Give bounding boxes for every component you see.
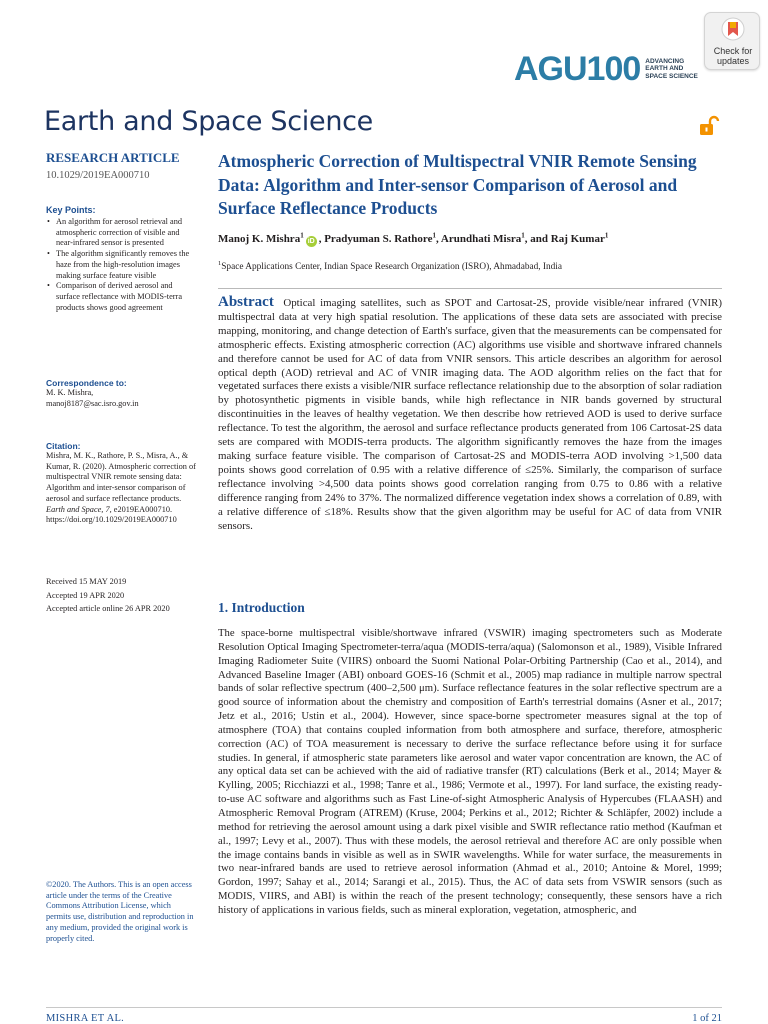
author: Pradyuman S. Rathore$^1$, xyxy=(324,231,441,245)
introduction-text: The space-borne multispectral visible/shortwave infrared (VSWIR) imaging spectrometers such as Moderate Resolution Optical Imaging Spectrometer-terra/aqua (MODIS-terra/aqua) (Salomonson et al., 1989), Visible Infrared Imaging Radiometer Suite (VIIRS) onboard the Suomi National Polar-Orbiting Partnership (Cao et al., 2014), and Advanced Baseline Imager (ABI) onboard GOES-16 (Schmit et al., 2005) map radiance in multiple narrow spectral bands of solar reflective spectrum (400–2,500 μm). Surface reflectance features in the solar reflective spectrum are a good source of information about the chemistry and composition of Earth's terrestrial domains (Asner et al., 2017; Jetz et al., 2016; Ustin et al., 2004). However, since space-borne spectrometer measures signal at the top of atmosphere (TOA) that contains coupled information from both atmosphere and surface, therefore, atmospheric correction (AC) of TOA measurement is necessary to derive the surface reflectance before using it for surface studies. In general, if atmospheric state parameters like aerosol and water vapor concentration are known, the AC of any optical data set can be achieved with the aid of radiative transfer (RT) calculations (Berk et al., 2014; Mayer & Kylling, 2005; Ricchiazzi et al., 1998; Tanre et al., 1986; Vermote et al., 1997). For land surface, the existing ready-to-use AC software and algorithms such as Fast Line-of-sight Atmospheric Analysis of Hypercubes (FLAASH) and Atmospheric Removal Program (ATREM) (Kruse, 2004; Perkins et al., 2012; Richter & Schläpfer, 2002) include a method for retrieving the aerosol amount using a dark pixel visible and SWIR reflectance ratio method (Kaufman et al., 1997; Levy et al., 2007). Thus with these models, the aerosol retrieval and therefore AC are only possible when the image contains bands in visible as well as in SWIR wavelengths. While for water surface, the measurements in two near-infrared bands are used to retrieve aerosol information (Ahmad et al., 2010; Antoine & Morel, 1999; Gordon, 1997; Sahay et al., 2014; Sarangi et al., 2015). Thus, the AC of data sets from VSWIR sensors (such as MODIS, VIIRS, and ABI) is within the reach of the present technology; consequently, these sensors have a rich history of applications in various fields, such as mineral exploration, vegetation, atmospheric, and xyxy=(218,627,722,916)
author-list xyxy=(218,231,722,247)
abstract-text: Optical imaging satellites, such as SPOT and Cartosat-2S, provide visible/near infrared (VNIR) multispectral data at very high spatial resolution. The applications of these data sets are associated with precise mapping, monitoring, and change detection of Earth's surface, given that the measurements can be compensated for atmospheric effects. Existing atmospheric correction (AC) algorithms use visible and shortwave infrared channels and therefore cannot be used for AC of data from VNIR sensors. This article describes an algorithm for aerosol optical depth (AOD) retrieval and AC of VNIR imaging data. The AOD algorithm relies on the fact that for vegetated surfaces there exists a visible/NIR surface reflectance relationship due to the absorption of solar radiation by photosynthetic pigments in visible bands, while high reflectance in NIR bands governed by structural discontinuities in the leaves of healthy vegetation. We then describe how retrieved AOD is used to derive surface reflectance. To test the algorithm, the aerosol and surface reflectance products generated from 106 Cartosat-2S data sets are compared with MODIS-terra products. The algorithm significantly removes the haze from the images making surface feature visible. The comparison of Cartosat-2S and MODIS-terra AOD involving >1,500 data points shows good correlation of 0.95 with a relative difference of ≤25%. Similarly, the comparison of surface reflectance involving >4,500 data points shows good correlation ranging from 0.75 to 0.86 with a relative difference ranging from 24% to 37%. The normalized difference vegetation index shows a correlation of 0.89, with a relative difference of ≤18%. Results show that the given algorithm may be useful for AC of data from VNIR sensors. xyxy=(218,297,722,532)
orcid-icon[interactable]: iD xyxy=(307,237,315,245)
correspondence-email[interactable]: manoj8187@sac.isro.gov.in xyxy=(46,398,139,408)
journal-title: Earth and Space Science xyxy=(44,106,373,137)
bookmark-icon xyxy=(721,17,745,43)
citation-doi[interactable]: e2019EA000710. https://doi.org/10.1029/2019EA000710 xyxy=(46,504,177,525)
sidebar xyxy=(46,150,196,313)
citation-journal: Earth and Space, 7, xyxy=(46,504,112,514)
affiliation: $^1$Space Applications Center, Indian Space Research Organization (ISRO), Ahmadabad, India xyxy=(218,260,563,273)
check-for-updates-label: Check for updates xyxy=(713,46,753,66)
footer-divider xyxy=(46,1007,722,1008)
doi[interactable]: 10.1029/2019EA000710 xyxy=(46,170,150,181)
author: Raj Kumar$^1$ xyxy=(550,231,609,245)
agu-logo-tagline: ADVANCING EARTH AND SPACE SCIENCE xyxy=(645,57,698,80)
open-access-lock-icon xyxy=(697,114,721,138)
accepted-online-date: Accepted article online 26 APR 2020 xyxy=(46,604,170,613)
citation-heading: Citation: xyxy=(46,441,81,451)
article-type: RESEARCH ARTICLE xyxy=(46,150,180,165)
received-date: Received 15 MAY 2019 xyxy=(46,577,127,586)
copyright-notice: ©2020. The Authors. This is an open access article under the terms of the Creative Commons Attribution License, which permits use, distribution and reproduction in any medium, provided the original work is properly cited. xyxy=(46,880,194,943)
agu-logo xyxy=(514,52,698,86)
correspondence-name: M. K. Mishra, xyxy=(46,388,94,397)
key-point: • Comparison of derived aerosol and surface reflectance with MODIS-terra products shows good agreement xyxy=(46,281,196,313)
correspondence-block xyxy=(46,378,196,409)
correspondence-heading: Correspondence to: xyxy=(46,378,127,388)
page-number: 1 of 21 xyxy=(692,1013,722,1024)
citation-block xyxy=(46,441,196,526)
section-heading-introduction: 1. Introduction xyxy=(218,600,305,615)
accepted-date: Accepted 19 APR 2020 xyxy=(46,590,125,600)
article-title: Atmospheric Correction of Multispectral VNIR Remote Sensing Data: Algorithm and Inter-sensor Comparison of Aerosol and Surface Reflectance Products xyxy=(218,151,697,218)
agu-logo-word: AGU100 xyxy=(514,50,641,88)
check-for-updates-badge[interactable] xyxy=(704,12,760,70)
key-point: • An algorithm for aerosol retrieval and atmospheric correction of visible and near-infrared sensor is presented xyxy=(46,217,196,249)
divider xyxy=(218,288,722,289)
dates-block xyxy=(46,575,196,616)
author: Manoj K. Mishra$^1$iD , xyxy=(218,231,325,245)
key-points-list xyxy=(46,217,196,313)
abstract xyxy=(218,296,722,533)
citation-text: Mishra, M. K., Rathore, P. S., Misra, A., & Kumar, R. (2020). Atmospheric correction of multispectral VNIR remote sensing data: Algorithm and inter-sensor comparison of aerosol and surface reflectance products. Earth and Space, 7, e2019EA000710. https://doi.org/10.1029/2019EA000710 xyxy=(46,451,196,525)
author: Arundhati Misra$^1$, and xyxy=(440,231,551,245)
abstract-label: Abstract xyxy=(218,294,274,310)
key-point: • The algorithm significantly removes the haze from the high-resolution images making surface feature visible xyxy=(46,249,196,281)
running-head: MISHRA ET AL. xyxy=(46,1013,125,1024)
key-points-heading: Key Points: xyxy=(46,205,96,215)
